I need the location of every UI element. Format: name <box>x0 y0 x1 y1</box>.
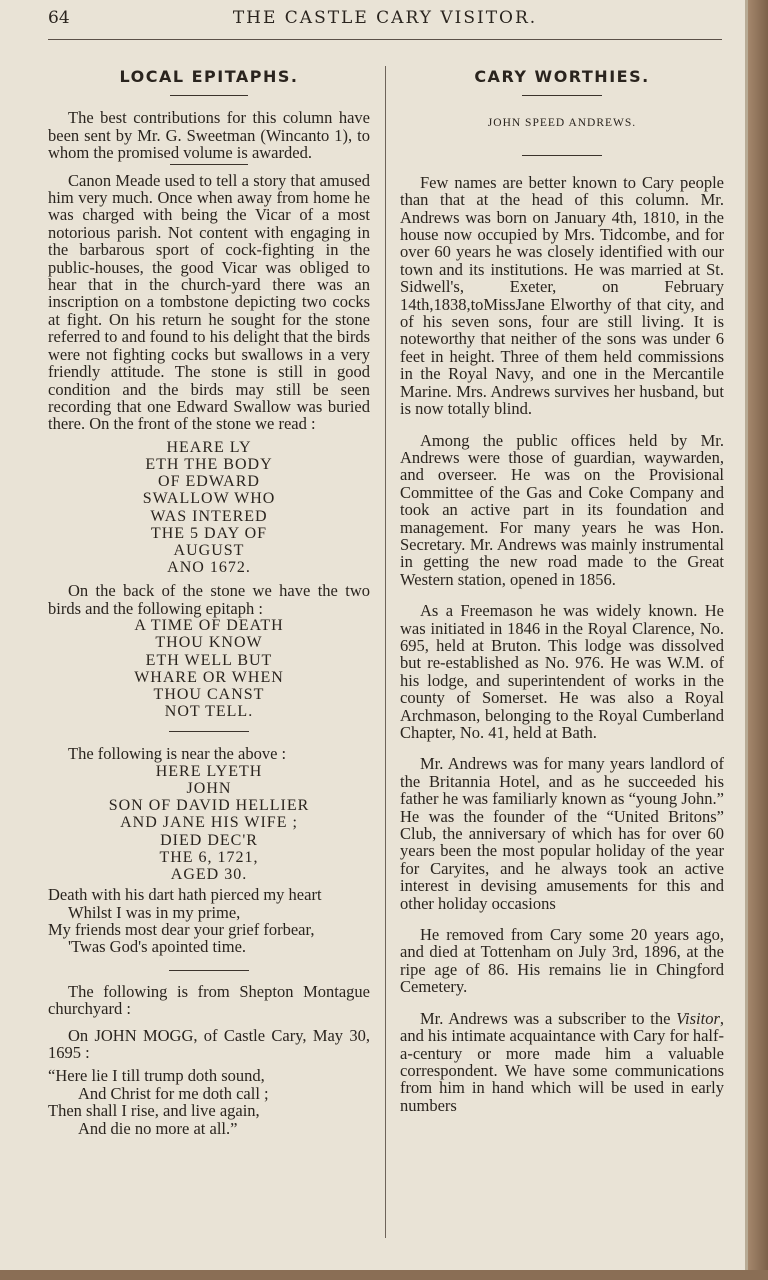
section-rule <box>170 164 248 165</box>
column-divider <box>385 66 386 1238</box>
epitaph-line: NOT TELL. <box>164 703 254 721</box>
epitaph-line: HEARE LY <box>166 438 252 456</box>
local-epitaphs-heading: LOCAL EPITAPHS. <box>119 67 299 86</box>
section-rule <box>169 731 249 732</box>
visitor-title: Visitor <box>676 1008 720 1028</box>
local-epitaphs-column <box>48 66 370 1137</box>
near-above-paragraph: The following is near the above : <box>68 744 287 764</box>
subscriber-text-end: , and his intimate acquaintance with Cary for half-a-century or more made him a valuable correspondent. We have some communications from him in hand which will be used in early numbers <box>400 1008 724 1115</box>
epitaph-line: THE 5 DAY OF <box>150 524 268 542</box>
epitaph-line: WHARE OR WHEN <box>134 668 284 686</box>
verse-line: “Here lie I till trump doth sound, <box>48 1066 265 1086</box>
epitaph-line: ANO 1672. <box>167 559 251 577</box>
epitaph-line: WAS INTERED <box>150 507 268 525</box>
verse-line: Whilst I was in my prime, <box>68 902 241 922</box>
epitaph-line: AND JANE HIS WIFE ; <box>120 814 298 832</box>
epitaph-line: THOU CANST <box>153 685 265 703</box>
subtitle-rule <box>522 155 602 156</box>
shepton-paragraph: The following is from Shepton Montague churchyard : <box>48 981 370 1019</box>
book-bottom-edge <box>0 1270 768 1280</box>
removal-paragraph: He removed from Cary some 20 years ago, and died at Tottenham on July 3rd, 1896, at the ripe age of 86. His remains lie in Chingford Cemetery. <box>400 925 724 997</box>
epitaph-line: A TIME OF DEATH <box>134 617 284 635</box>
article-subject: JOHN SPEED ANDREWS. <box>487 117 637 130</box>
subscriber-paragraph <box>400 1010 724 1114</box>
verse-line: Death with his dart hath pierced my heart <box>48 885 322 905</box>
epitaph-line: OF EDWARD <box>158 473 260 491</box>
heading-rule <box>522 95 602 96</box>
epitaph-line: SON OF DAVID HELLIER <box>108 797 310 815</box>
running-header <box>48 8 722 40</box>
epitaph-line: THE 6, 1721, <box>159 848 259 866</box>
book-edge <box>748 0 768 1280</box>
heading-rule <box>170 95 248 96</box>
epitaph-line: ETH THE BODY <box>145 455 273 473</box>
epitaph-line: DIED DEC'R <box>160 831 258 849</box>
public-offices-paragraph: Among the public offices held by Mr. Andrews were those of guardian, waywarden, and overseer. He was on the Provisional Committee of the Gas and Coke Company and took an active part in its foundation and management. For many years he was Hon. Secretary. Mr. Andrews was mainly instrumental in getting the new road made to the Great Western station, opened in 1856. <box>400 430 724 589</box>
britannia-hotel-paragraph: Mr. Andrews was for many years landlord of the Britannia Hotel, and as he succeeded his father he was familiarly known as “young John.” He was the founder of the “United Britons” Club, the anniversary of which has for over 60 years been the most popular holiday of the year for Caryites, and he always took an active interest in devising amusements for this and other holiday occasions <box>400 754 724 913</box>
stone-back-paragraph: On the back of the stone we have the two birds and the following epitaph : <box>48 581 370 618</box>
verse-line: 'Twas God's apointed time. <box>68 937 247 957</box>
epitaph-line: AGED 30. <box>170 866 248 883</box>
cary-worthies-column <box>400 66 724 1114</box>
hellier-verse <box>48 886 370 956</box>
mogg-paragraph: On JOHN MOGG, of Castle Cary, May 30, 1695 : <box>48 1025 370 1063</box>
subscriber-text-start: Mr. Andrews was a subscriber to the <box>420 1008 671 1028</box>
epitaph-line: ETH WELL BUT <box>145 651 273 669</box>
epitaph-line: THOU KNOW <box>155 634 263 652</box>
verse-line: My friends most dear your grief forbear, <box>48 920 315 940</box>
epitaph-line: SWALLOW WHO <box>142 490 276 508</box>
page-number: 64 <box>48 8 70 28</box>
publication-title: THE CASTLE CARY VISITOR. <box>232 8 538 28</box>
freemason-paragraph: As a Freemason he was widely known. He was initiated in 1846 in the Royal Clarence, No. 695, held at Bruton. This lodge was dissolved but re-established as No. 976. He was W.M. of his lodge, and superintendent of works in the county of Somerset. He was also a Royal Archmason, belonging to the Royal Cumberland Chapter, No. 41, held at Bath. <box>400 601 724 742</box>
epitaph-line: HERE LYETH <box>155 762 263 780</box>
hellier-epitaph <box>48 763 370 883</box>
verse-line: Then shall I rise, and live again, <box>48 1101 260 1121</box>
epitaph-line: JOHN <box>186 779 232 797</box>
swallow-epitaph-front <box>48 439 370 577</box>
canon-meade-paragraph: Canon Meade used to tell a story that amused him very much. Once when away from home he was charged with being the Vicar of a most notorious parish. Not content with engaging in the barbarous sport of cock-fighting in the public-houses, the good Vicar was obliged to hear that in the church-yard there was an inscription on a tombstone depicting two cocks at fight. On his return he sought for the stone referred to and found to his delight that the birds were not fighting cocks but swallows in a very friendly attitude. The stone is still in good condition and the birds may still be seen recording that one Edward Swallow was buried there. On the front of the stone we read : <box>48 170 370 434</box>
andrews-intro-paragraph: Few names are better known to Cary people than that at the head of this column. Mr. Andrews was born on January 4th, 1810, in the house now occupied by Mrs. Tidcombe, and for over 60 years he was closely identified with our town and its institutions. He was married at St. Sidwell's, Exeter, on February 14th,1838,toMissJane Elworthy of that city, and of his seven sons, four are still living. It is noteworthy that neither of the sons was under 6 feet in height. Three of them held commissions in the Royal Navy, and one in the Mercantile Marine. Mrs. Andrews survives her husband, but is now totally blind. <box>400 172 724 419</box>
cary-worthies-heading: CARY WORTHIES. <box>474 67 650 86</box>
swallow-epitaph-back <box>48 617 370 720</box>
verse-line: And Christ for me doth call ; <box>78 1083 269 1103</box>
verse-line: And die no more at all.” <box>78 1118 238 1138</box>
epitaph-line: AUGUST <box>173 541 245 559</box>
intro-paragraph: The best contributions for this column have been sent by Mr. G. Sweetman (Wincanto 1), to whom the promised volume is awarded. <box>48 108 370 163</box>
mogg-verse <box>48 1067 370 1137</box>
section-rule <box>169 970 249 971</box>
